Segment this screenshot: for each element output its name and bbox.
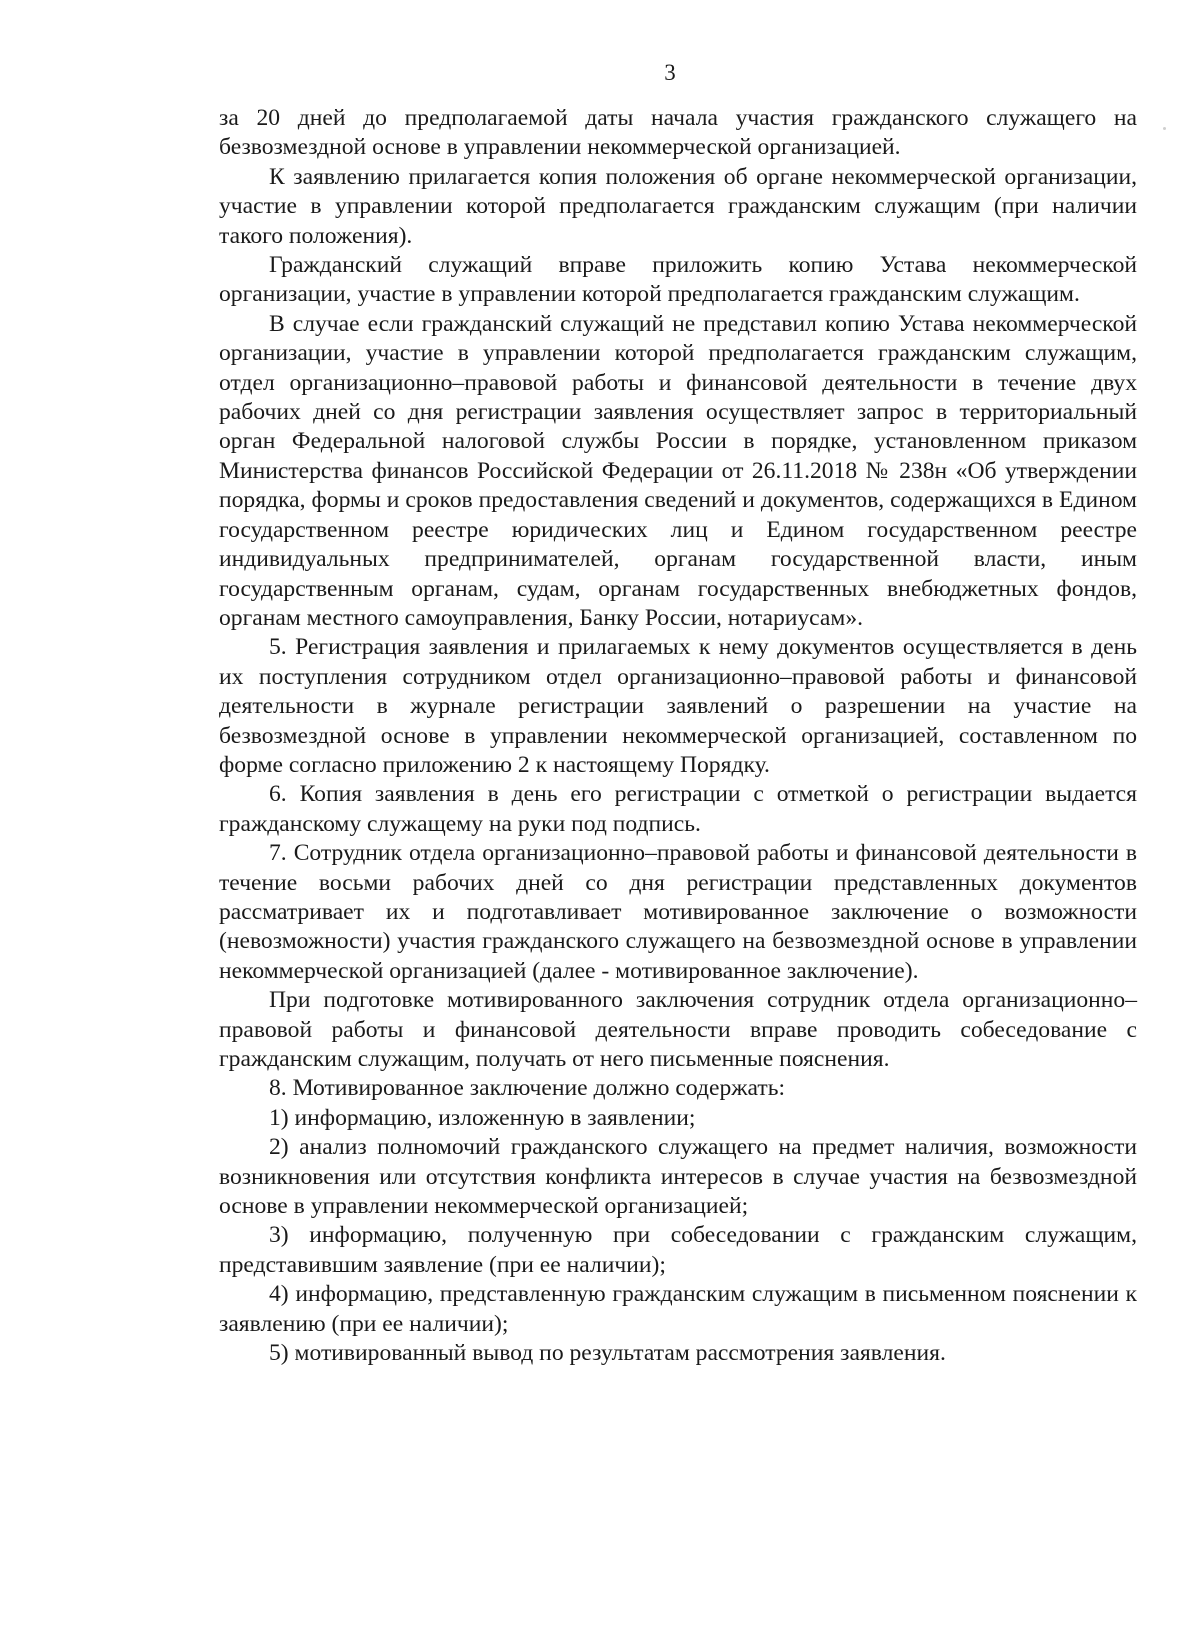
paragraph-7: 7. Сотрудник отдела организационно–правовой работы и финансовой деятельности в течение восьми рабочих дней со дня регистрации представленных документов рассматривает их и подготавливает мотивированное заключение о возможности (невозможности) участия гражданского служащего на безвозмездной основе в управлении некоммерческой организацией (далее - мотивированное заключение). (219, 840, 1137, 984)
scan-speck (1163, 127, 1166, 130)
document-body (219, 104, 1137, 1368)
paragraph-5: 5. Регистрация заявления и прилагаемых к нему документов осуществляется в день их поступления сотрудником отдел организационно–правовой работы и финансовой деятельности в журнале регистрации заявлений о разрешении на участие на безвозмездной основе в управлении некоммерческой организацией, составленном по форме согласно приложению 2 к настоящему Порядку. (219, 634, 1137, 778)
list-item-4: 4) информацию, представленную гражданским служащим в письменном пояснении к заявлению (при ее наличии); (219, 1281, 1137, 1337)
list-item-5: 5) мотивированный вывод по результатам рассмотрения заявления. (269, 1340, 946, 1367)
paragraph-2: К заявлению прилагается копия положения об органе некоммерческой организации, участие в управлении которой предполагается гражданским служащим (при наличии такого положения). (219, 163, 1137, 249)
paragraph-9: 8. Мотивированное заключение должно содержать: (269, 1075, 786, 1102)
paragraph-1: за 20 дней до предполагаемой даты начала участия гражданского служащего на безвозмездной основе в управлении некоммерческой организацией. (219, 105, 1137, 161)
paragraph-3: Гражданский служащий вправе приложить копию Устава некоммерческой организации, участие в управлении которой предполагается гражданским служащим. (219, 252, 1137, 308)
list-item-3: 3) информацию, полученную при собеседовании с гражданским служащим, представившим заявление (при ее наличии); (219, 1222, 1137, 1278)
list-item-2: 2) анализ полномочий гражданского служащего на предмет наличия, возможности возникновения или отсутствия конфликта интересов в случае участия на безвозмездной основе в управлении некоммерческой организацией; (219, 1134, 1137, 1220)
paragraph-8: При подготовке мотивированного заключения сотрудник отдела организационно–правовой работы и финансовой деятельности вправе проводить собеседование с гражданским служащим, получать от него письменные пояснения. (219, 987, 1137, 1072)
page-number: 3 (664, 60, 676, 85)
paragraph-6: 6. Копия заявления в день его регистрации с отметкой о регистрации выдается гражданскому служащему на руки под подпись. (219, 781, 1137, 837)
paragraph-4: В случае если гражданский служащий не представил копию Устава некоммерческой организации, участие в управлении которой предполагается гражданским служащим, отдел организационно–правовой работы и финансовой деятельности в течение двух рабочих дней со дня регистрации заявления осуществляет запрос в территориальный орган Федеральной налоговой службы России в порядке, установленном приказом Министерства финансов Российской Федерации от 26.11.2018 № 238н «Об утверждении порядка, формы и сроков предоставления сведений и документов, содержащихся в Едином государственном реестре юридических лиц и Едином государственном реестре индивидуальных предпринимателей, органам государственной власти, иным государственным органам, судам, органам государственных внебюджетных фондов, органам местного самоуправления, Банку России, нотариусам». (219, 310, 1137, 631)
list-item-1: 1) информацию, изложенную в заявлении; (269, 1104, 696, 1131)
